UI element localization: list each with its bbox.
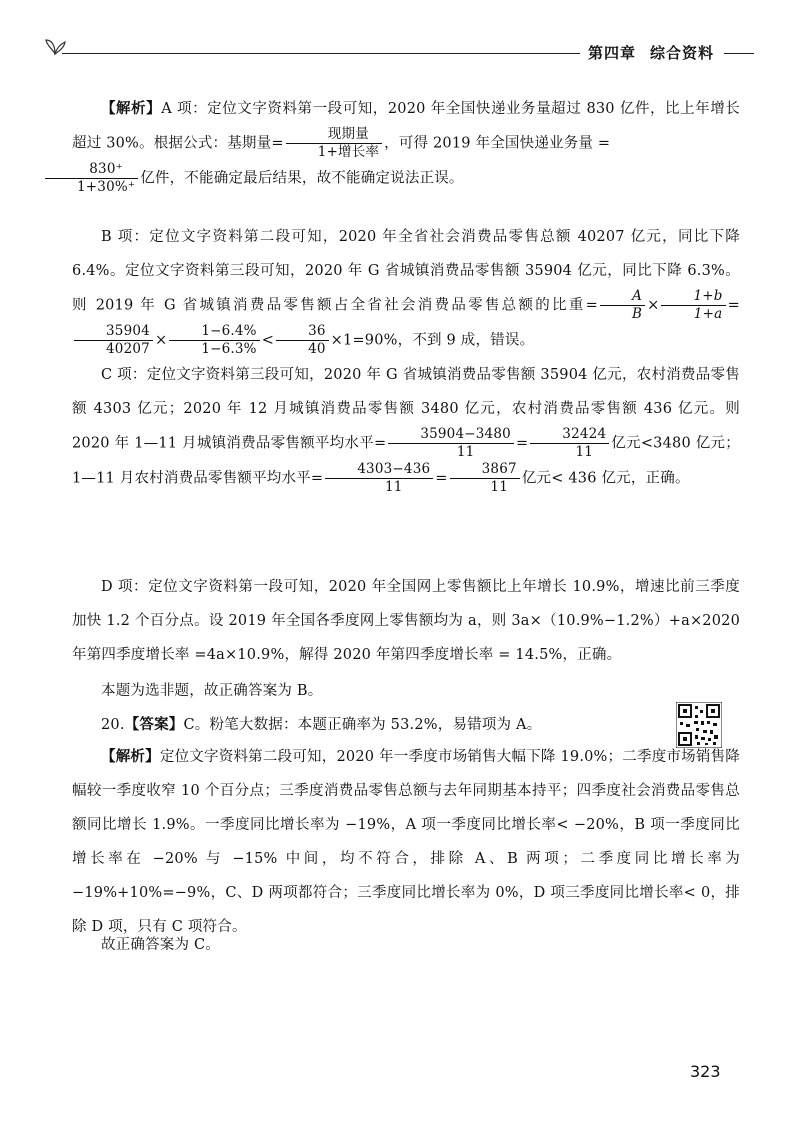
answer-label: 【答案】 <box>124 716 184 733</box>
c-fraction-1 <box>388 426 514 461</box>
answer-text: C。粉笔大数据：本题正确率为 53.2%，易错项为 A。 <box>183 717 542 733</box>
b-fraction-rates <box>169 323 259 358</box>
fraction-denominator: 11 <box>384 479 403 495</box>
c-text-3: 亿元< 436 亿元，正确。 <box>521 470 690 487</box>
fraction-numerator: 现期量 <box>286 126 382 144</box>
b-text-1: B 项：定位文字资料第二段可知，2020 年全省社会消费品零售总额 40207 亿元，同比下降 6.4%。定位文字资料第三段可知，2020 年 G 省城镇消费品零售额 35904 亿元，同比下降 6.3%。则 2019 年 G 省城镇消费品零售额占全省社会消费品零售总额的比重= <box>72 229 740 314</box>
a-text-2: ，可得 2019 年全国快递业务量 = <box>384 135 611 152</box>
final-answer: 故正确答案为 C。 <box>101 937 221 953</box>
times-sign: × <box>647 297 660 314</box>
conclusion-text: 本题为选非题，故正确答案为 B。 <box>101 683 323 699</box>
fraction-denominator: B <box>632 306 643 322</box>
explanation-b <box>72 220 740 358</box>
a-estimate-fraction <box>45 161 138 196</box>
header-rule-left <box>62 53 580 54</box>
chapter-label: 第四章 <box>588 44 637 62</box>
running-header <box>588 42 714 63</box>
fraction-numerator: A <box>600 288 645 306</box>
equals-sign: = <box>435 470 448 487</box>
section-label: 综合资料 <box>650 44 715 62</box>
fraction-denominator: 11 <box>575 444 594 460</box>
times-sign: × <box>154 332 168 349</box>
fraction-numerator: 35904−3480 <box>388 426 514 444</box>
fraction-denominator: 11 <box>490 479 509 495</box>
explanation-a <box>72 92 740 196</box>
b-fraction-values <box>74 323 153 358</box>
b-fraction-ab <box>600 288 645 323</box>
c-fraction-4 <box>450 461 520 496</box>
fraction-denominator: 40207 <box>106 341 150 357</box>
c-text-2: 亿元<3480 亿元；1—11 月农村消费品零售额平均水平= <box>72 435 740 487</box>
c-fraction-3 <box>325 461 433 496</box>
question-number: 20. <box>101 717 125 733</box>
c-text-1: C 项：定位文字资料第三段可知，2020 年 G 省城镇消费品零售额 35904 亿元，农村消费品零售额 4303 亿元；2020 年 12 月城镇消费品零售额 3480 亿元，农村消费品零售额 436 亿元。则 2020 年 1—11 月城镇消费品零售额平均水平= <box>72 367 740 452</box>
fraction-numerator: 35904 <box>74 323 153 341</box>
equals-sign: = <box>727 297 740 314</box>
c-fraction-2 <box>530 426 609 461</box>
question-20-explanation <box>72 740 740 944</box>
fraction-numerator: 4303−436 <box>325 461 433 479</box>
b-text-2: ×1=90%，不到 9 成，错误。 <box>330 332 535 349</box>
fraction-denominator: 1+30%⁺ <box>77 179 136 195</box>
page-number: 323 <box>690 1062 721 1081</box>
a-text-3: 亿件，不能确定最后结果，故不能确定说法正误。 <box>140 170 464 187</box>
explanation-text: 定位文字资料第二段可知，2020 年一季度市场销售大幅下降 19.0%；二季度市场销售降幅较一季度收窄 10 个百分点；三季度消费品零售总额与去年同期基本持平；四季度社会消费品零售总额同比增长 1.9%。一季度同比增长率为 −19%，A 项一季度同比增长率< −20%，B 项一季度同比增长率在 −20% 与 −15% 中间，均不符合，排除 A、B 两项；二季度同比增长率为 −19%+10%=−9%，C、D 两项都符合；三季度同比增长率为 0%，D 项三季度同比增长率< 0，排除 D 项，只有 C 项符合。 <box>72 749 740 935</box>
fraction-numerator: 36 <box>276 323 329 341</box>
formula-fraction <box>286 126 382 161</box>
analysis-label: 【解析】 <box>101 748 160 765</box>
fraction-numerator: 1+b <box>661 288 725 306</box>
explanation-d: D 项：定位文字资料第一段可知，2020 年全国网上零售额比上年增长 10.9%，增速比前三季度加快 1.2 个百分点。设 2019 年全国各季度网上零售额均为 a，则 3a×（10.9%−1.2%）+a×2020 年第四季度增长率 =4a×10.9%，解得 2020 年第四季度增长率 = 14.5%，正确。 <box>72 579 740 663</box>
less-than-sign: < <box>261 332 275 349</box>
analysis-label: 【解析】 <box>101 100 162 117</box>
a-text-1: A 项：定位文字资料第一段可知，2020 年全国快递业务量超过 830 亿件，比上年增长超过 30%。根据公式：基期量= <box>72 101 740 152</box>
explanation-c <box>72 358 740 496</box>
fraction-denominator: 1+a <box>693 306 723 322</box>
fraction-denominator: 40 <box>308 341 326 357</box>
fraction-denominator: 1+增长率 <box>317 144 380 160</box>
b-fraction-growth <box>661 288 725 323</box>
fraction-denominator: 1−6.3% <box>201 341 257 357</box>
fraction-numerator: 830⁺ <box>45 161 138 179</box>
equals-sign: = <box>515 435 529 452</box>
header-rule-right <box>724 53 754 54</box>
fraction-numerator: 32424 <box>530 426 609 444</box>
fraction-numerator: 3867 <box>450 461 520 479</box>
fraction-numerator: 1−6.4% <box>169 323 259 341</box>
question-20-answer <box>72 708 662 742</box>
b-fraction-estimate <box>276 323 329 358</box>
fraction-denominator: 11 <box>456 444 475 460</box>
